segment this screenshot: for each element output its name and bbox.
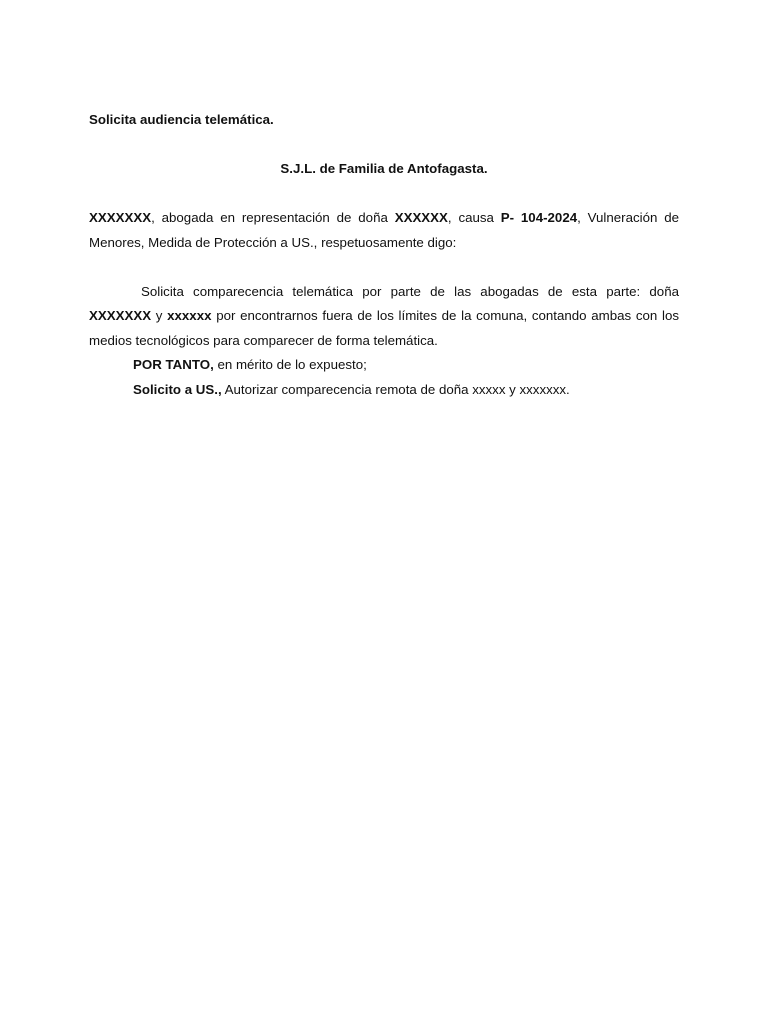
client-name: XXXXXX [394, 210, 448, 225]
solicito-text: Autorizar comparecencia remota de doña xxxxx y xxxxxxx. [221, 381, 570, 397]
lawyer-1-name: XXXXXXX [89, 308, 152, 323]
por-tanto-label: POR TANTO, [133, 357, 214, 372]
lawyer-name: XXXXXXX [89, 210, 152, 225]
document-title: Solicita audiencia telemática. [89, 112, 274, 127]
intro-text-2: , causa [447, 210, 501, 225]
solicito-line [89, 378, 679, 403]
request-text-1: Solicita comparecencia telemática por parte de las abogadas de esta parte: doña [141, 283, 679, 299]
intro-paragraph [89, 206, 679, 255]
intro-text-3: , Vulneración de Menores, Medida de Protección a US., respetuosamente digo: [89, 210, 679, 250]
court-heading: S.J.L. de Familia de Antofagasta. [280, 161, 488, 176]
case-number: P- 104-2024 [500, 210, 578, 225]
request-text-3: por encontrarnos fuera de los límites de la comuna, contando ambas con los medios tecnológicos para comparecer de forma telemática. [89, 308, 679, 348]
request-paragraph [89, 280, 679, 354]
document-body [89, 108, 679, 402]
por-tanto-line [89, 353, 679, 378]
intro-text-1: , abogada en representación de doña [151, 210, 395, 225]
por-tanto-text: en mérito de lo expuesto; [213, 357, 367, 372]
solicito-label: Solicito a US., [133, 381, 222, 397]
lawyer-2-name: xxxxxx [167, 308, 212, 323]
request-text-2: y [151, 308, 168, 323]
